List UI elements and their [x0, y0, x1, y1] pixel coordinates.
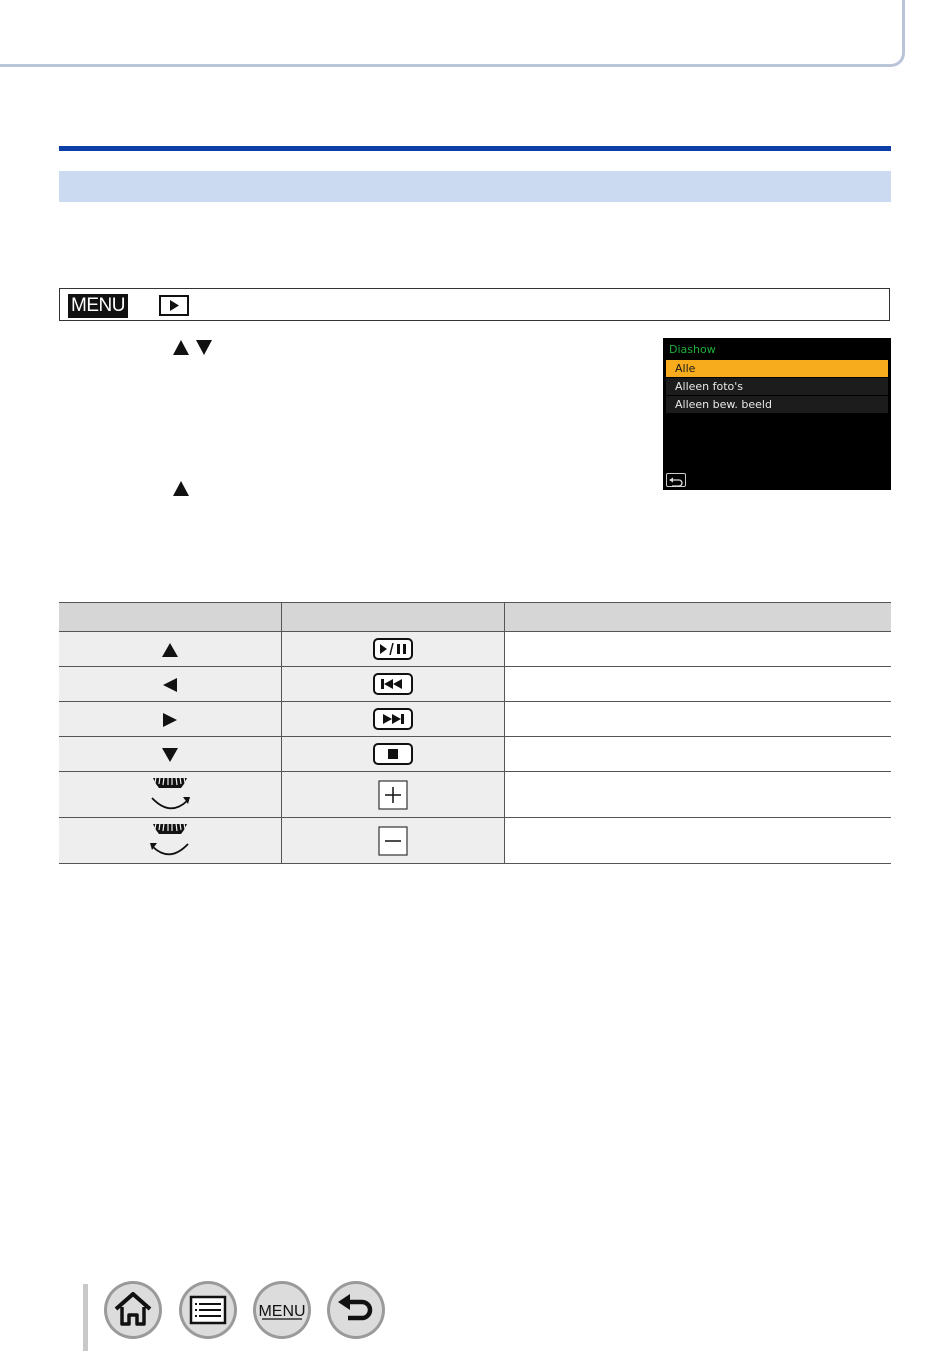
- plus-icon[interactable]: [378, 780, 408, 810]
- back-button[interactable]: [326, 1280, 386, 1340]
- header-cell-touch: [282, 603, 505, 632]
- nav-divider: [83, 1284, 88, 1351]
- table-row: [59, 632, 891, 667]
- table-row: [59, 818, 891, 864]
- up-down-arrows-icon: [172, 338, 216, 362]
- table-row: [59, 772, 891, 818]
- skip-forward-icon[interactable]: [373, 708, 413, 730]
- header-cell-action: [505, 603, 892, 632]
- screen-title: Diashow: [669, 343, 716, 356]
- return-icon[interactable]: [666, 473, 686, 487]
- home-button[interactable]: [103, 1280, 163, 1340]
- triangle-right-icon: [161, 712, 179, 728]
- stop-icon[interactable]: [373, 743, 413, 765]
- header-cell-key: [59, 603, 282, 632]
- home-icon: [103, 1280, 163, 1340]
- playback-mode-icon: [159, 295, 189, 316]
- screen-item-alle[interactable]: Alle: [666, 360, 888, 377]
- menu-path-box: [59, 288, 890, 321]
- table-row: [59, 737, 891, 772]
- table-row: [59, 667, 891, 702]
- up-arrow-icon: [172, 479, 192, 503]
- triangle-up-icon: [161, 642, 179, 658]
- list-button[interactable]: [178, 1280, 238, 1340]
- screen-item-video[interactable]: Alleen bew. beeld: [666, 396, 888, 413]
- play-pause-icon[interactable]: [373, 638, 413, 660]
- menu-badge: MENU: [68, 294, 128, 318]
- title-rule: [59, 146, 891, 151]
- control-table: [59, 602, 891, 864]
- menu-button[interactable]: [252, 1280, 312, 1340]
- triangle-left-icon: [161, 677, 179, 693]
- section-band: [59, 171, 891, 202]
- triangle-down-icon: [161, 747, 179, 763]
- list-icon: [178, 1280, 238, 1340]
- camera-screen: [663, 338, 891, 490]
- table-header-row: [59, 603, 891, 632]
- menu-icon: [252, 1280, 312, 1340]
- screen-item-photos[interactable]: Alleen foto's: [666, 378, 888, 395]
- menu-icon-label: MENU: [258, 1303, 306, 1320]
- minus-icon[interactable]: [378, 826, 408, 856]
- dial-counterclockwise-icon: [145, 821, 195, 861]
- table-row: [59, 702, 891, 737]
- skip-back-icon[interactable]: [373, 673, 413, 695]
- dial-clockwise-icon: [145, 775, 195, 815]
- top-page-frame: [0, 0, 905, 67]
- back-icon: [326, 1280, 386, 1340]
